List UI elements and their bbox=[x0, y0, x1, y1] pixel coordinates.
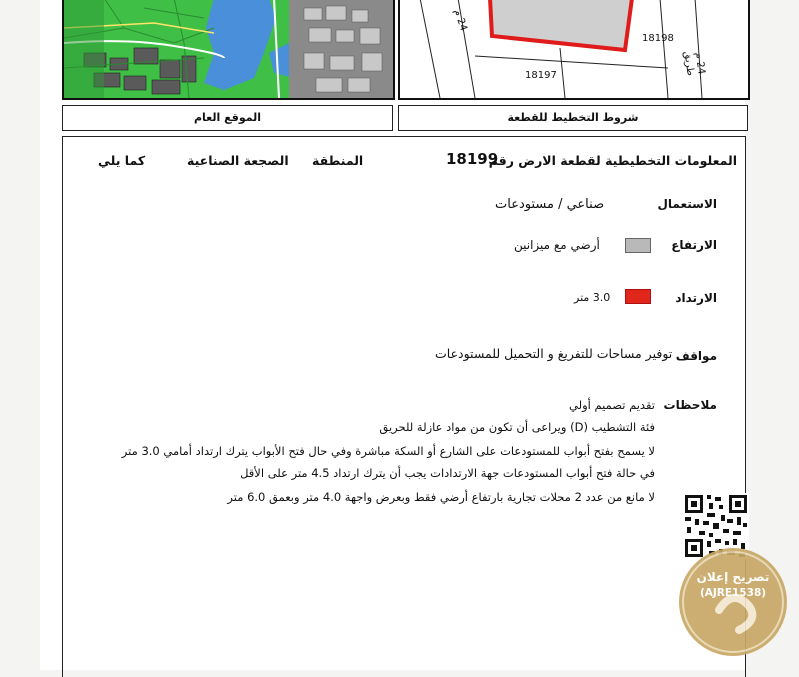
road-label-right: 24 م طريق bbox=[681, 50, 707, 77]
setback-label: الارتداد bbox=[675, 291, 717, 305]
height-value: أرضي مع ميزانين bbox=[514, 238, 600, 252]
badge-title: تصريح إعلان bbox=[696, 570, 770, 584]
note-line: لا يسمح بفتح أبواب للمستودعات على الشارع أو السكة مباشرة وفي حال فتح الأبواب يترك ارتداد أمامي 3.0 متر bbox=[121, 444, 655, 458]
plot-number: 18199 bbox=[446, 150, 499, 168]
height-label: الارتفاع bbox=[671, 238, 717, 252]
planning-document bbox=[40, 0, 745, 670]
setback-swatch bbox=[625, 289, 651, 304]
region-label: المنطقة bbox=[312, 153, 364, 168]
parking-value: توفير مساحات للتفريغ و التحميل للمستودعات bbox=[435, 346, 673, 361]
road-label-left: 24 م bbox=[451, 8, 469, 33]
plot-plan-drawing bbox=[398, 0, 750, 100]
note-line: في حالة فتح أبواب المستودعات جهة الارتدادات يجب أن يترك ارتداد 4.5 متر على الأقل bbox=[240, 466, 655, 480]
plot-plan-caption: شروط التخطيط للقطعة bbox=[398, 105, 748, 131]
setback-value: 3.0 متر bbox=[574, 291, 611, 304]
parking-label: مواقف bbox=[675, 349, 717, 363]
usage-value: صناعي / مستودعات bbox=[495, 197, 605, 212]
note-line: تقديم تصميم أولي bbox=[568, 398, 655, 412]
note-line: فئة التشطيب (D) ويراعى أن تكون من مواد عازلة للحريق bbox=[379, 420, 655, 434]
height-swatch bbox=[625, 238, 651, 253]
badge-logo-icon bbox=[679, 548, 787, 656]
plot-info-header: المعلومات التخطيطية لقطعة الارض رقم bbox=[488, 153, 737, 168]
note-line: لا مانع من عدد 2 محلات تجارية بارتفاع أرضي فقط وبعرض واجهة 4.0 متر وبعمق 6.0 متر bbox=[227, 490, 655, 504]
map-image bbox=[64, 0, 393, 98]
general-location-map bbox=[62, 0, 395, 100]
usage-label: الاستعمال bbox=[657, 197, 717, 211]
ad-permit-badge bbox=[679, 548, 787, 656]
region-value: الصجعة الصناعية bbox=[187, 153, 289, 168]
badge-code: (AJRE1538) bbox=[699, 587, 767, 599]
as-follows: كما يلي bbox=[98, 153, 146, 168]
notes-label: ملاحظات bbox=[663, 398, 717, 412]
lot-number-18197: 18197 bbox=[525, 70, 557, 81]
lot-number-18198: 18198 bbox=[642, 33, 674, 44]
notes-list bbox=[100, 398, 655, 518]
general-location-caption: الموقع العام bbox=[62, 105, 393, 131]
